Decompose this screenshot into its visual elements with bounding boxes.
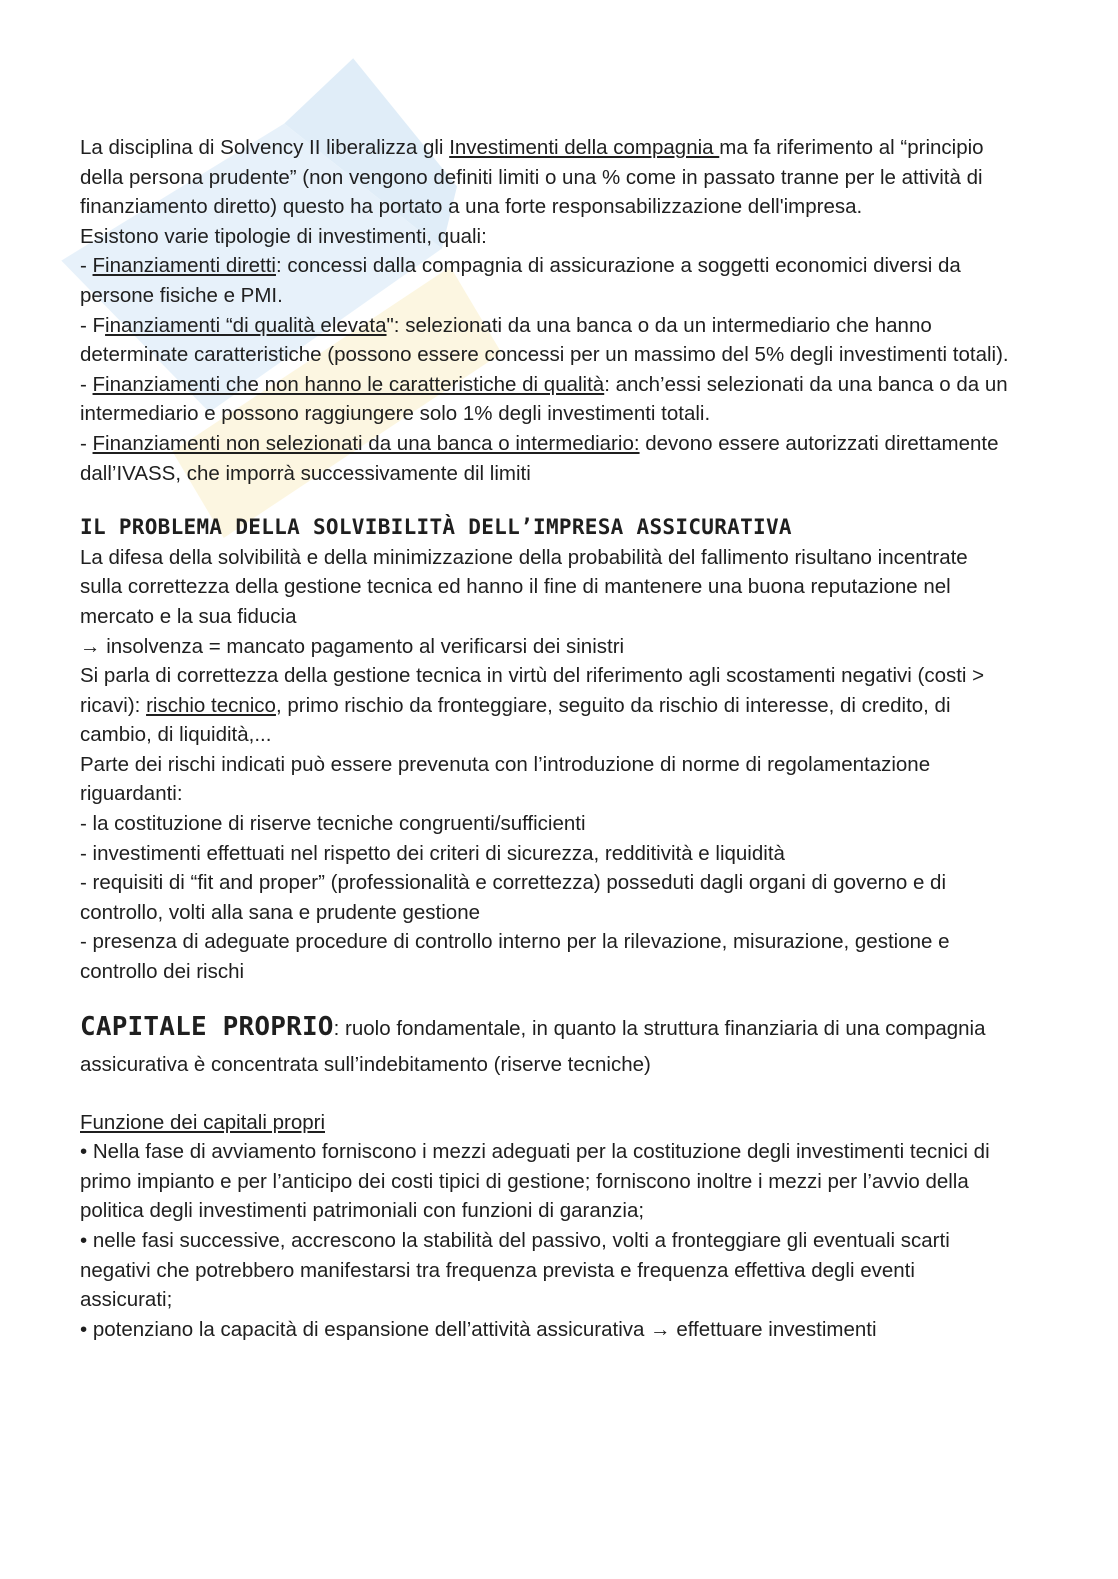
- tipologia-item: [80, 251, 1010, 310]
- funzione-bullet: • nelle fasi successive, accrescono la stabilità del passivo, volti a fronteggiare gli eventuali scarti negativi che potrebbero manifestarsi tra frequenza prevista e frequenza effettiva degli eventi assicurati;: [80, 1229, 950, 1312]
- funzione-subheading: Funzione dei capitali propri: [80, 1110, 325, 1134]
- tipologie-intro: Esistono varie tipologie di investimenti, quali:: [80, 224, 487, 248]
- funzione-bullet: • Nella fase di avviamento forniscono i mezzi adeguati per la costituzione degli investimenti tecnici di primo impianto e per l’anticipo dei costi tipici di gestione; forniscono inoltre i mezzi per l’avvio della politica degli investimenti patrimoniali con funzioni di garanzia;: [80, 1140, 990, 1223]
- regulation-bullet: - requisiti di “fit and proper” (professionalità e correttezza) posseduti dagli organi di governo e di controllo, volti alla sana e prudente gestione: [80, 871, 947, 924]
- solvibilita-p4: Parte dei rischi indicati può essere prevenuta con l’introduzione di norme di regolamentazione riguardanti:: [80, 752, 931, 806]
- solvibilita-p1: La difesa della solvibilità e della minimizzazione della probabilità del fallimento risultano incentrate sulla correttezza della gestione tecnica ed hanno il fine di mantenere una buona reputazione nel mercato e la sua fiducia: [80, 545, 968, 628]
- section-heading-capitale: CAPITALE PROPRIO: [80, 1011, 334, 1042]
- regulation-bullet: - presenza di adeguate procedure di controllo interno per la rilevazione, misurazione, gestione e controllo dei rischi: [80, 930, 950, 984]
- item-text: : anch’essi selezionati da una banca o da un intermediario e possono raggiungere solo 1% degli investimenti totali.: [80, 372, 1008, 426]
- section-heading-solvibilita: IL PROBLEMA DELLA SOLVIBILITÀ DELL’IMPRESA ASSICURATIVA: [80, 515, 792, 540]
- item-prefix: - F: [80, 313, 106, 337]
- item-prefix: -: [80, 431, 93, 455]
- item-text: ": selezionati da una banca o da un intermediario che hanno determinate caratteristiche (possono essere concessi per un massimo del 5% degli investimenti totali).: [80, 313, 1009, 367]
- capitale-proprio-paragraph: [80, 1009, 1010, 1083]
- item-prefix: -: [80, 372, 93, 396]
- item-prefix: -: [80, 254, 93, 278]
- regulation-bullet: - la costituzione di riserve tecniche congruenti/sufficienti: [80, 812, 586, 836]
- p3-text-b: , primo rischio da fronteggiare, seguito da rischio di interesse, di credito, di cambio, di liquidità,...: [80, 693, 951, 747]
- rischio-tecnico-term: rischio tecnico: [146, 693, 276, 717]
- tipologia-item: [80, 429, 1010, 488]
- intro-paragraph: [80, 133, 1010, 222]
- item-text: devono essere autorizzati direttamente dall’IVASS, che imporrà successivamente dil limiti: [80, 431, 999, 485]
- item-term: Finanziamenti non selezionati da una banca o intermediario:: [92, 431, 640, 455]
- solvibilita-p2: → insolvenza = mancato pagamento al verificarsi dei sinistri: [80, 634, 625, 658]
- investments-link-text: Investimenti della compagnia: [449, 136, 720, 159]
- intro-text-2: ma fa riferimento al “principio della persona prudente” (non vengono definiti limiti o una % come in passato tranne per le attività di finanziamento diretto) questo ha portato a una forte responsabilizzazione dell'impresa.: [80, 136, 984, 219]
- item-text: : concessi dalla compagnia di assicurazione a soggetti economici diversi da persone fisiche e PMI.: [80, 254, 961, 307]
- p3-text-a: Si parla di correttezza della gestione tecnica in virtù del riferimento agli scostamenti negativi (costi > ricavi):: [80, 664, 985, 717]
- regulation-bullet: - investimenti effettuati nel rispetto dei criteri di sicurezza, redditività e liquidità: [80, 841, 785, 865]
- tipologia-item: [80, 311, 1010, 370]
- capitale-text: : ruolo fondamentale, in quanto la struttura finanziaria di una compagnia assicurativa è concentrata sull’indebitamento (riserve tecniche): [80, 1016, 986, 1076]
- document-page: [80, 133, 1010, 1344]
- item-term: inanziamenti “di qualità elevata: [105, 313, 387, 337]
- intro-text-1: La disciplina di Solvency II liberalizza gli: [80, 136, 450, 159]
- funzione-bullet: • potenziano la capacità di espansione dell’attività assicurativa → effettuare investimenti: [80, 1317, 877, 1341]
- item-term: Finanziamenti che non hanno le caratteristiche di qualità: [92, 372, 605, 396]
- tipologia-item: [80, 370, 1010, 429]
- solvibilita-p3: [80, 661, 1010, 750]
- item-term: Finanziamenti diretti: [92, 254, 276, 278]
